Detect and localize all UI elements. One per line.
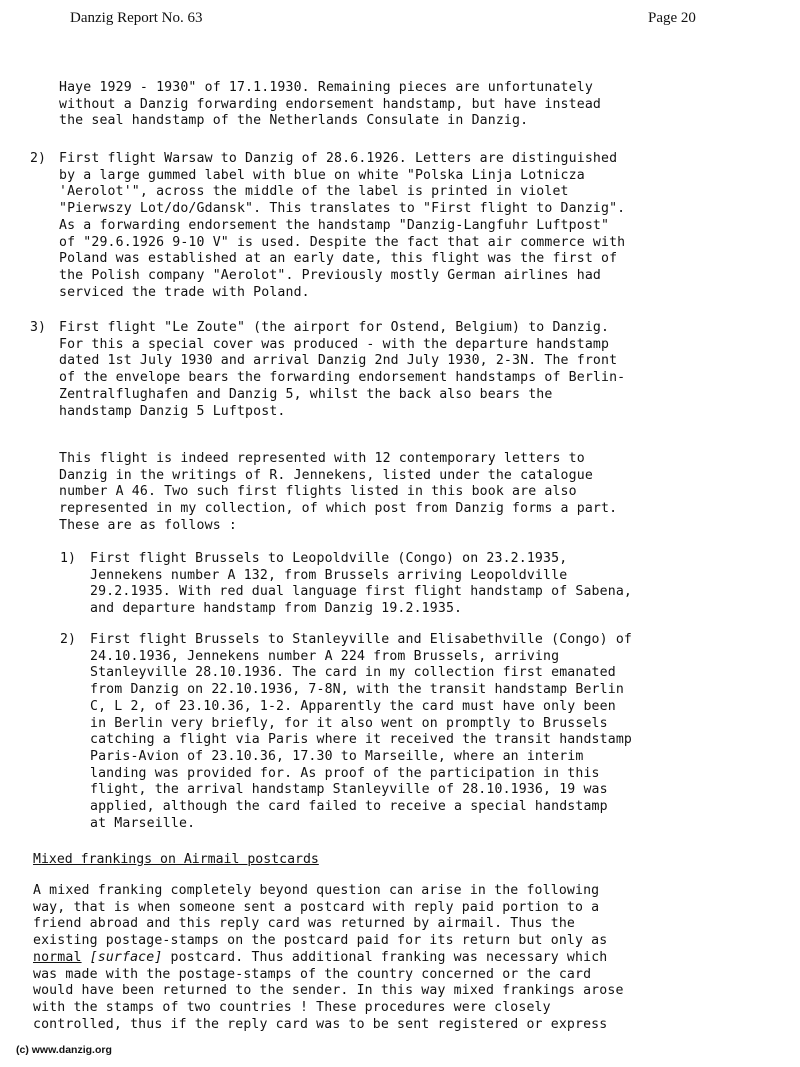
text-line: dated 1st July 1930 and arrival Danzig 2nd July 1930, 2-3N. The front bbox=[59, 353, 618, 369]
text-line: As a forwarding endorsement the handstamp "Danzig-Langfuhr Luftpost" bbox=[59, 217, 610, 233]
list-item-le-zoute-flight bbox=[59, 320, 625, 420]
text-line: way, that is when someone sent a postcard with reply paid portion to a bbox=[33, 899, 600, 915]
text-line: 29.2.1935. With red dual language first flight handstamp of Sabena, bbox=[90, 584, 632, 600]
list-item-stanleyville-flight bbox=[90, 632, 632, 832]
text-line: Danzig in the writings of R. Jennekens, listed under the catalogue bbox=[59, 467, 593, 483]
text-line: the Polish company "Aerolot". Previously mostly German airlines had bbox=[59, 267, 601, 283]
list-item-leopoldville-flight bbox=[90, 551, 632, 618]
text-line: Paris-Avion of 23.10.36, 17.30 to Marseille, where an interim bbox=[90, 748, 584, 764]
italic-note: [surface] bbox=[89, 949, 163, 965]
text-line: from Danzig on 22.10.1936, 7-8N, with the transit handstamp Berlin bbox=[90, 682, 624, 698]
text-line: with the stamps of two countries ! These procedures were closely bbox=[33, 999, 551, 1015]
text-line: applied, although the card failed to receive a special handstamp bbox=[90, 799, 608, 815]
text-line: flight, the arrival handstamp Stanleyville of 28.10.1936, 19 was bbox=[90, 782, 608, 798]
text-line: A mixed franking completely beyond question can arise in the following bbox=[33, 883, 600, 898]
text-line: This flight is indeed represented with 12 contemporary letters to bbox=[59, 451, 585, 466]
copyright-footer: (c) www.danzig.org bbox=[16, 1044, 112, 1056]
text-line-mixed bbox=[33, 950, 624, 967]
list-number: 3) bbox=[30, 320, 46, 335]
text-line: the seal handstamp of the Netherlands Consulate in Danzig. bbox=[59, 113, 529, 129]
text-line: friend abroad and this reply card was returned by airmail. Thus the bbox=[33, 916, 575, 932]
text-line: would have been returned to the sender. In this way mixed frankings arose bbox=[33, 983, 624, 999]
text-line: First flight Brussels to Leopoldville (Congo) on 23.2.1935, bbox=[90, 551, 568, 566]
text-line: catching a flight via Paris where it received the transit handstamp bbox=[90, 732, 632, 748]
text-line: at Marseille. bbox=[90, 815, 196, 831]
text-line: was made with the postage-stamps of the country concerned or the card bbox=[33, 966, 592, 982]
text-line: First flight Brussels to Stanleyville and Elisabethville (Congo) of bbox=[90, 632, 632, 647]
text-line: For this a special cover was produced - with the departure handstamp bbox=[59, 336, 610, 352]
list-number: 1) bbox=[60, 551, 76, 566]
text-line: of the envelope bears the forwarding endorsement handstamps of Berlin- bbox=[59, 370, 626, 386]
text-line: and departure handstamp from Danzig 19.2.1935. bbox=[90, 601, 463, 617]
text-line: represented in my collection, of which post from Danzig forms a part. bbox=[59, 501, 618, 517]
text-line: controlled, thus if the reply card was to be sent registered or express bbox=[33, 1016, 608, 1032]
text-line: Haye 1929 - 1930" of 17.1.1930. Remaining pieces are unfortunately bbox=[59, 80, 593, 95]
paragraph-jennekens bbox=[59, 451, 617, 535]
text-line: without a Danzig forwarding endorsement handstamp, but have instead bbox=[59, 96, 601, 112]
text-line: These are as follows : bbox=[59, 517, 237, 533]
text-line: C, L 2, of 23.10.36, 1-2. Apparently the card must have only been bbox=[90, 698, 616, 714]
list-item-warsaw-flight bbox=[59, 151, 625, 301]
text-line: number A 46. Two such first flights listed in this book are also bbox=[59, 484, 577, 500]
text-line: in Berlin very briefly, for it also went on promptly to Brussels bbox=[90, 715, 608, 731]
text-line: First flight Warsaw to Danzig of 28.6.1926. Letters are distinguished bbox=[59, 151, 618, 166]
text-line: of "29.6.1926 9-10 V" is used. Despite the fact that air commerce with bbox=[59, 234, 626, 250]
text-line: Zentralflughafen and Danzig 5, whilst the back also bears the bbox=[59, 386, 553, 402]
text-line: existing postage-stamps on the postcard paid for its return but only as bbox=[33, 933, 608, 949]
section-heading: Mixed frankings on Airmail postcards bbox=[33, 852, 319, 867]
report-title: Danzig Report No. 63 bbox=[70, 10, 203, 26]
text-line: 'Aerolot'", across the middle of the label is printed in violet bbox=[59, 184, 569, 200]
text-fragment: postcard. Thus additional franking was necessary which bbox=[162, 949, 608, 965]
text-line: serviced the trade with Poland. bbox=[59, 284, 310, 300]
text-line: handstamp Danzig 5 Luftpost. bbox=[59, 403, 286, 419]
underlined-word: normal bbox=[33, 949, 82, 965]
text-line: "Pierwszy Lot/do/Gdansk". This translates to "First flight to Danzig". bbox=[59, 201, 626, 217]
paragraph-continuation bbox=[59, 80, 601, 130]
text-line: First flight "Le Zoute" (the airport for Ostend, Belgium) to Danzig. bbox=[59, 320, 610, 335]
text-line: by a large gummed label with blue on white "Polska Linja Lotnicza bbox=[59, 167, 585, 183]
text-line: 24.10.1936, Jennekens number A 224 from Brussels, arriving bbox=[90, 648, 560, 664]
list-number: 2) bbox=[60, 632, 76, 647]
text-line: Poland was established at an early date, this flight was the first of bbox=[59, 251, 618, 267]
paragraph-mixed-frankings bbox=[33, 883, 624, 1033]
page-number: Page 20 bbox=[648, 10, 696, 26]
text-line: Jennekens number A 132, from Brussels arriving Leopoldville bbox=[90, 567, 568, 583]
list-number: 2) bbox=[30, 151, 46, 166]
text-line: Stanleyville 28.10.1936. The card in my collection first emanated bbox=[90, 665, 616, 681]
text-line: landing was provided for. As proof of the participation in this bbox=[90, 765, 600, 781]
